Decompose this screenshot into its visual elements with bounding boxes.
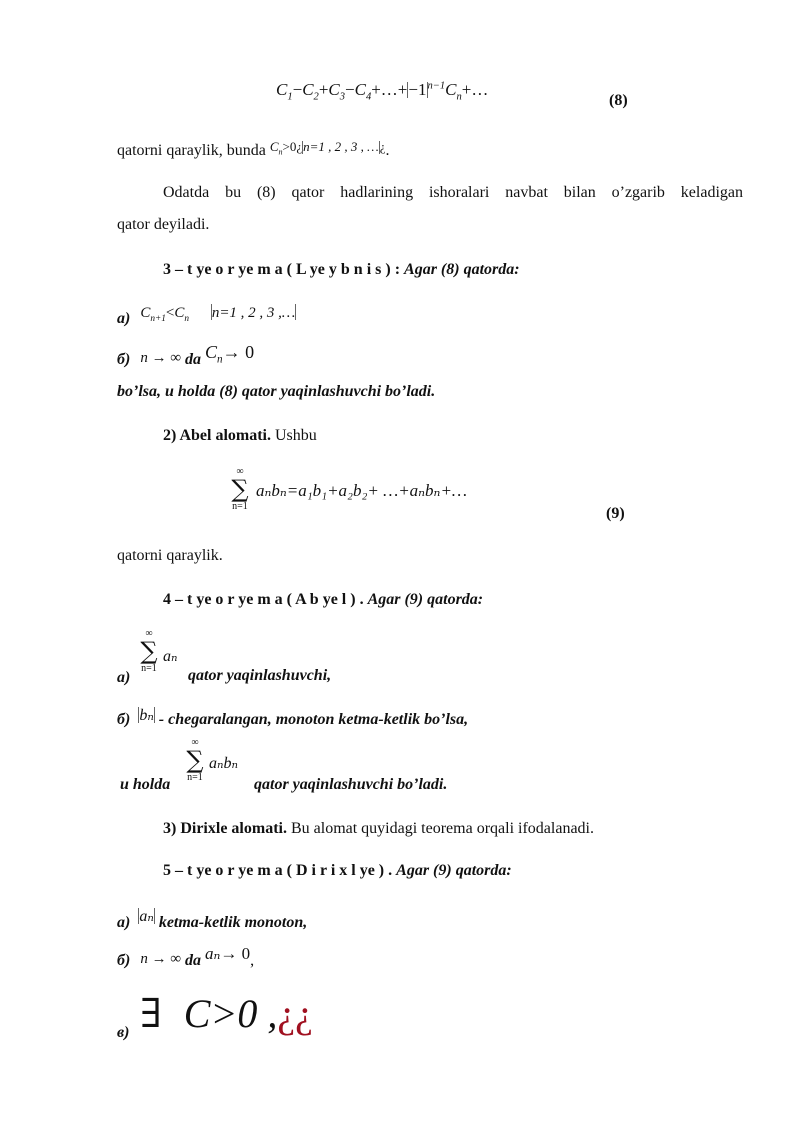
- item-label-a: a): [117, 669, 131, 686]
- eq8-op: +: [318, 80, 329, 99]
- theorem-5-condition: Agar (9) qatorda:: [396, 862, 512, 879]
- theorem-5-item-a: [117, 906, 308, 931]
- abel-sum-symbol: ∑: [231, 475, 249, 503]
- theorem-5-a-text: ketma-ketlik monoton,: [158, 914, 308, 931]
- theorem-4-heading: [163, 591, 483, 609]
- theorem-3-c-n-sub: n: [184, 314, 190, 324]
- theorem-4-condition: Agar (9) qatorda:: [367, 591, 484, 608]
- theorem-5-a-term: aₙ: [139, 908, 154, 925]
- eq8-c4-sub: 4: [365, 91, 372, 103]
- eq8-c2: C: [302, 80, 314, 99]
- condition-rest: >0¿: [282, 139, 303, 154]
- paragraph-line-1: Odatda bu (8) qator hadlarining ishoralari navbat bilan o’zgarib keladigan: [163, 184, 743, 201]
- abel-sum-top: ∞: [236, 466, 244, 477]
- condition-period: .: [385, 142, 390, 159]
- theorem-5-title: 5 – t ye o r ye m a ( D i r i x l ye ) .: [163, 862, 393, 879]
- eq8-op: +…+: [371, 80, 408, 99]
- theorem-3-n-inf: n → ∞: [140, 350, 182, 366]
- exists-symbol: ∃: [140, 991, 162, 1037]
- theorem-3-item-a: [117, 304, 296, 327]
- eq8-op: −: [345, 80, 355, 99]
- equation-8-label: (8): [609, 92, 628, 109]
- theorem-5-da: da: [185, 952, 202, 969]
- theorem-5-item-b: [117, 944, 255, 969]
- theorem-4-title: 4 – t ye o r ye m a ( A b ye l ) .: [163, 591, 364, 608]
- equation-9-label: (9): [606, 505, 625, 522]
- item-label-a: a): [117, 914, 131, 931]
- condition-c-sub: n: [278, 147, 283, 157]
- eq8-cn-sub: n: [456, 91, 462, 103]
- theorem-4-c-term: aₙbₙ: [209, 755, 238, 772]
- abel-sum-bottom: n=1: [232, 501, 248, 512]
- theorem-5-item-c: [140, 990, 313, 1038]
- condition-prefix: qatorni qaraylik, bunda: [117, 142, 266, 159]
- theorem-4-item-b: [117, 705, 469, 728]
- abel-heading: [163, 427, 317, 445]
- paragraph-line-2: qator deyiladi.: [117, 216, 210, 233]
- theorem-3-conclusion: bo’lsa, u holda (8) qator yaqinlashuvchi bo’ladi.: [117, 383, 436, 400]
- eq8-c3-sub: 3: [339, 91, 346, 103]
- theorem-5-c-tail: ¿¿: [277, 991, 313, 1036]
- abel-after: qatorni qaraylik.: [117, 547, 223, 564]
- eq8-c3: C: [328, 80, 340, 99]
- item-label-b: б): [117, 952, 131, 969]
- eq8-c1-sub: 1: [287, 91, 293, 103]
- abel-expression: aₙbₙ=a₁b₁+a₂b₂+ …+aₙbₙ+…: [256, 481, 468, 500]
- eq8-c2-sub: 2: [313, 91, 319, 103]
- theorem-3-condition: Agar (8) qatorda:: [404, 261, 520, 278]
- theorem-3-lt: <: [165, 305, 175, 321]
- theorem-4-sum-a-bottom: n=1: [141, 663, 157, 674]
- theorem-3-arrow-zero: → 0: [222, 342, 255, 362]
- item-label-b: б): [117, 711, 131, 728]
- theorem-4-sum-c: [182, 737, 208, 783]
- eq8-op: −: [292, 80, 303, 99]
- theorem-5-arrow-zero: → 0: [220, 944, 251, 963]
- theorem-5-comma: ,: [250, 952, 255, 969]
- condition-c: C: [269, 139, 279, 154]
- theorem-3-da: da: [185, 351, 202, 368]
- theorem-5-n-inf: n → ∞: [140, 951, 182, 967]
- theorem-3-c: C: [205, 342, 218, 362]
- theorem-3-c-n1-sub: n+1: [150, 314, 166, 324]
- theorem-4-a-term: aₙ: [163, 648, 178, 665]
- abel-title-rest: Ushbu: [275, 427, 317, 444]
- theorem-4-sum-a-top: ∞: [145, 628, 153, 639]
- eq8-tail: +…: [461, 80, 489, 99]
- dirixle-title-rest: Bu alomat quyidagi teorema orqali ifodalanadi.: [290, 820, 594, 837]
- condition-line: [117, 139, 390, 160]
- theorem-3-title: 3 – t ye o r ye m a ( L ye y b n i s ) :: [163, 261, 401, 278]
- theorem-3-c-sub: n: [217, 353, 223, 366]
- theorem-5-c-expression: C>0 ,: [183, 991, 278, 1036]
- theorem-3-c-n1: C: [140, 305, 151, 321]
- theorem-4-sum-a: [136, 628, 162, 674]
- theorem-4-b-text: - chegaralangan, monoton ketma-ketlik bo’lsa,: [158, 711, 469, 728]
- eq8-exponent: n−1: [427, 80, 446, 92]
- theorem-4-b-term: bₙ: [139, 707, 154, 724]
- abel-sum: [226, 466, 254, 512]
- theorem-4-sum-c-bottom: n=1: [187, 772, 203, 783]
- theorem-3-heading: [163, 261, 520, 279]
- condition-end: ¿: [379, 139, 386, 154]
- eq8-c4: C: [354, 80, 366, 99]
- item-label-a: a): [117, 310, 131, 327]
- abel-title: 2) Abel alomati.: [163, 427, 271, 444]
- item-label-b: б): [117, 351, 131, 368]
- condition-n-range: n=1 , 2 , 3 , …: [303, 139, 379, 154]
- equation-8: [276, 80, 489, 103]
- theorem-4-a-text: qator yaqinlashuvchi,: [188, 667, 332, 684]
- dirixle-heading: [163, 820, 594, 838]
- theorem-3-item-b: [117, 342, 255, 368]
- theorem-4-sum-a-symbol: ∑: [140, 637, 158, 665]
- item-label-c: в): [117, 1024, 130, 1041]
- eq8-c1: C: [276, 80, 288, 99]
- theorem-5-heading: [163, 862, 512, 880]
- eq8-cn: C: [445, 80, 457, 99]
- theorem-3-c-n: C: [174, 305, 185, 321]
- theorem-5-a: aₙ: [205, 944, 221, 963]
- theorem-3-range: n=1 , 2 , 3 ,…: [211, 305, 296, 321]
- theorem-4-c-prefix: u holda: [120, 776, 171, 793]
- theorem-4-sum-c-top: ∞: [191, 737, 199, 748]
- eq8-neg-one: −1: [408, 80, 427, 99]
- theorem-4-c-text: qator yaqinlashuvchi bo’ladi.: [254, 776, 448, 793]
- theorem-4-sum-c-symbol: ∑: [186, 746, 204, 774]
- dirixle-title: 3) Dirixle alomati.: [163, 820, 287, 837]
